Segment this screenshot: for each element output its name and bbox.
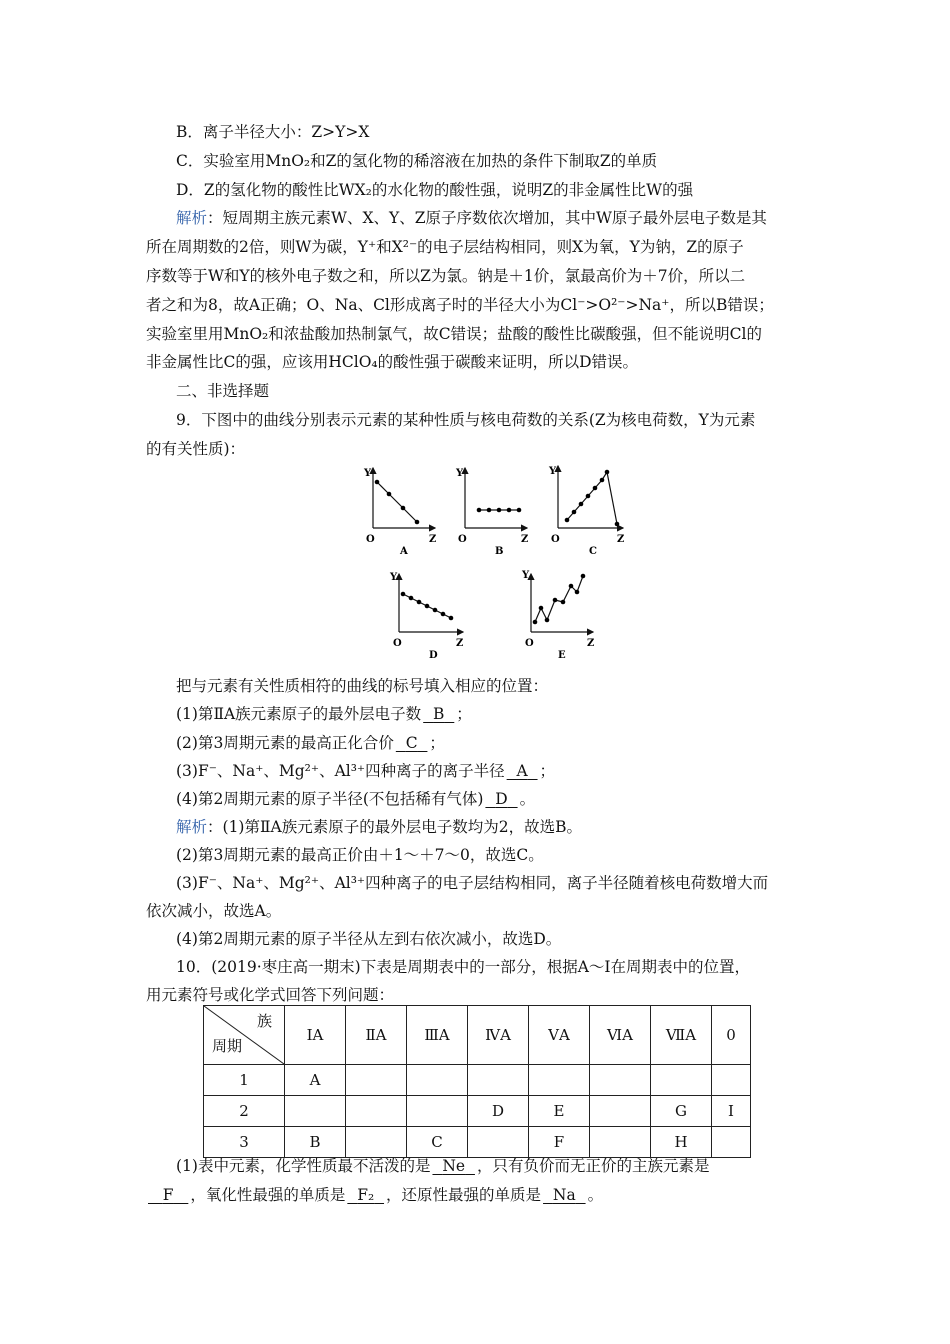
- graph-b-y-label: Y: [456, 468, 464, 479]
- table-cell: E: [529, 1096, 590, 1127]
- period-cell: 2: [204, 1096, 285, 1127]
- table-cell: [285, 1096, 346, 1127]
- table-cell: D: [468, 1096, 529, 1127]
- graph-b-label: B: [495, 546, 504, 557]
- period-cell: 3: [204, 1127, 285, 1158]
- answer-blank: C: [405, 734, 418, 752]
- group-header: ⅠA: [285, 1006, 346, 1065]
- table-cell: [712, 1127, 751, 1158]
- table-cell: [590, 1096, 651, 1127]
- analysis-label: 解析: [176, 209, 208, 227]
- q8-analysis-line-1: 解析：短周期主族元素W、X、Y、Z原子序数依次增加，其中W原子最外层电子数是其: [176, 209, 767, 227]
- table-cell: I: [712, 1096, 751, 1127]
- table-cell: [468, 1127, 529, 1158]
- q9-analysis-line-5: (4)第2周期元素的原子半径从左到右依次减小，故选D。: [176, 930, 562, 948]
- q9-item-3: (3)F⁻、Na⁺、Mg²⁺、Al³⁺四种离子的离子半径 A ；: [176, 762, 556, 780]
- group-header: 0: [712, 1006, 751, 1065]
- graph-b-origin: O: [458, 534, 467, 545]
- graph-c-z-label: Z: [617, 534, 625, 545]
- graph-e-z-label: Z: [587, 638, 595, 649]
- table-cell: [651, 1065, 712, 1096]
- table-cell: [407, 1065, 468, 1096]
- graph-b: [455, 468, 528, 557]
- graph-c-origin: O: [551, 534, 560, 545]
- graph-e-label: E: [558, 650, 566, 661]
- graph-e-y-label: Y: [522, 570, 530, 581]
- graph-d-z-label: Z: [456, 638, 464, 649]
- graph-d: [389, 572, 463, 661]
- graph-c-label: C: [589, 546, 597, 557]
- q10-stem-line-1: 10．(2019·枣庄高一期末)下表是周期表中的一部分，根据A～I在周期表中的位置，: [176, 958, 751, 976]
- q9-instruction: 把与元素有关性质相符的曲线的标号填入相应的位置：: [176, 677, 549, 695]
- q8-option-c: C．实验室用MnO₂和Z的氢化物的稀溶液在加热的条件下制取Z的单质: [176, 152, 658, 170]
- table-cell: [346, 1127, 407, 1158]
- table-cell: F: [529, 1127, 590, 1158]
- q9-stem-line-2: 的有关性质)：: [146, 440, 246, 458]
- table-cell: H: [651, 1127, 712, 1158]
- graph-a: [363, 468, 436, 557]
- answer-blank: B: [433, 705, 445, 723]
- answer-blank: Ne: [442, 1157, 466, 1175]
- graph-d-y-label: Y: [390, 572, 398, 583]
- table-cell: [712, 1065, 751, 1096]
- graph-c: [548, 466, 624, 557]
- table-cell: [346, 1096, 407, 1127]
- table-header-row: [204, 1006, 751, 1065]
- answer-blank: Na: [552, 1186, 576, 1204]
- q9-analysis-line-1: 解析：(1)第ⅡA族元素原子的最外层电子数均为2，故选B。: [176, 818, 582, 836]
- graph-e-origin: O: [525, 638, 534, 649]
- q9-stem-line-1: 9．下图中的曲线分别表示元素的某种性质与核电荷数的关系(Z为核电荷数，Y为元素: [176, 411, 756, 429]
- q8-analysis-line-2: 所在周期数的2倍，则W为碳，Y⁺和X²⁻的电子层结构相同，则X为氧，Y为钠，Z的原子: [146, 238, 744, 256]
- q10-sub1-line-1: (1)表中元素，化学性质最不活泼的是 Ne ，只有负价而无正价的主族元素是: [176, 1157, 710, 1175]
- q9-graphs: [355, 462, 645, 662]
- q9-analysis-line-2: (2)第3周期元素的最高正价由＋1～＋7～0，故选C。: [176, 846, 544, 864]
- graph-b-z-label: Z: [521, 534, 529, 545]
- graph-a-label: A: [400, 546, 408, 557]
- answer-blank: F: [162, 1186, 174, 1204]
- q9-item-4: (4)第2周期元素的原子半径(不包括稀有气体) D 。: [176, 790, 536, 808]
- q8-analysis-line-3: 序数等于W和Y的核外电子数之和，所以Z为氯。钠是＋1价，氯最高价为＋7价，所以二: [146, 267, 746, 285]
- q8-analysis-line-5: 实验室里用MnO₂和浓盐酸加热制氯气，故C错误；盐酸的酸性比碳酸强，但不能说明Cl的: [146, 325, 762, 343]
- table-cell: A: [285, 1065, 346, 1096]
- graph-a-y-label: Y: [364, 468, 372, 479]
- graph-e: [521, 570, 594, 661]
- group-header: ⅢA: [407, 1006, 468, 1065]
- q8-option-b: B．离子半径大小：Z>Y>X: [176, 123, 370, 141]
- period-cell: 1: [204, 1065, 285, 1096]
- group-header: ⅤA: [529, 1006, 590, 1065]
- graph-a-origin: O: [366, 534, 375, 545]
- group-header: ⅦA: [651, 1006, 712, 1065]
- table-row: [204, 1096, 751, 1127]
- table-cell: [407, 1096, 468, 1127]
- table-cell: G: [651, 1096, 712, 1127]
- table-row: [204, 1127, 751, 1158]
- answer-blank: D: [495, 790, 508, 808]
- graph-a-z-label: Z: [429, 534, 437, 545]
- table-cell: [529, 1065, 590, 1096]
- table-corner-cell: 族 周期: [204, 1006, 285, 1065]
- table-cell: C: [407, 1127, 468, 1158]
- answer-blank: A: [516, 762, 528, 780]
- table-cell: [468, 1065, 529, 1096]
- q8-analysis-line-6: 非金属性比C的强，应该用HClO₄的酸性强于碳酸来证明，所以D错误。: [146, 353, 639, 371]
- q10-stem-line-2: 用元素符号或化学式回答下列问题：: [146, 986, 395, 1004]
- q9-analysis-line-4: 依次减小，故选A。: [146, 902, 282, 920]
- analysis-label: 解析: [176, 818, 208, 836]
- graph-d-origin: O: [393, 638, 402, 649]
- table-row: [204, 1065, 751, 1096]
- table-cell: [590, 1127, 651, 1158]
- table-cell: [590, 1065, 651, 1096]
- table-cell: [346, 1065, 407, 1096]
- q9-analysis-line-3: (3)F⁻、Na⁺、Mg²⁺、Al³⁺四种离子的电子层结构相同，离子半径随着核电荷数增大而: [176, 874, 769, 892]
- q8-option-d: D．Z的氢化物的酸性比WX₂的水化物的酸性强，说明Z的非金属性比W的强: [176, 181, 694, 199]
- table-cell: B: [285, 1127, 346, 1158]
- group-header: ⅥA: [590, 1006, 651, 1065]
- graph-c-y-label: Y: [549, 466, 557, 477]
- q10-sub1-line-2: F ，氧化性最强的单质是 F₂ ，还原性最强的单质是 Na 。: [146, 1185, 603, 1205]
- group-header: ⅣA: [468, 1006, 529, 1065]
- graph-d-label: D: [429, 650, 438, 661]
- group-header: ⅡA: [346, 1006, 407, 1065]
- q9-item-1: (1)第ⅡA族元素原子的最外层电子数 B ；: [176, 705, 472, 723]
- periodic-table: [203, 1005, 751, 1158]
- section-heading: 二、非选择题: [176, 382, 270, 400]
- q9-item-2: (2)第3周期元素的最高正化合价 C ；: [176, 734, 445, 752]
- q8-analysis-line-4: 者之和为8，故A正确；O、Na、Cl形成离子时的半径大小为Cl⁻>O²⁻>Na⁺，所以B错误；: [146, 296, 774, 314]
- answer-blank: F₂: [357, 1186, 375, 1204]
